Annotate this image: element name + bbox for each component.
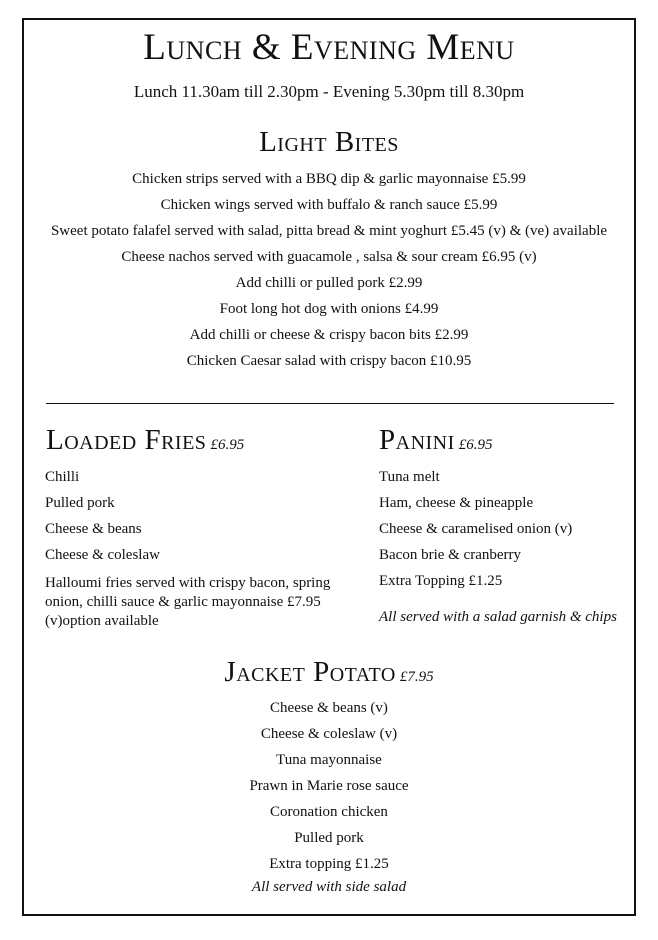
panini-title: Panini <box>379 424 455 456</box>
light-bites-item: Sweet potato falafel served with salad, pitta bread & mint yoghurt £5.45 (v) & (ve) available <box>50 223 608 239</box>
jacket-potato-note: All served with side salad <box>251 879 407 895</box>
jacket-potato-list <box>0 695 658 877</box>
light-bites-item: Chicken Caesar salad with crispy bacon £10.95 <box>186 353 472 369</box>
panini-list <box>379 464 639 594</box>
jacket-potato-title: Jacket Potato <box>224 656 396 688</box>
menu-title: Lunch & Evening Menu <box>143 27 515 68</box>
jacket-potato-item: Pulled pork <box>294 830 364 846</box>
loaded-fries-title: Loaded Fries <box>46 424 207 456</box>
panini-item: Ham, cheese & pineapple <box>379 495 534 511</box>
jacket-potato-item: Cheese & coleslaw (v) <box>260 726 398 742</box>
panini-item: Tuna melt <box>379 469 440 485</box>
loaded-fries-item: Cheese & coleslaw <box>45 547 160 563</box>
light-bites-item: Add chilli or pulled pork £2.99 <box>235 275 423 291</box>
jacket-potato-item: Prawn in Marie rose sauce <box>249 778 409 794</box>
loaded-fries-item: Cheese & beans <box>45 521 142 537</box>
jacket-potato-item: Tuna mayonnaise <box>276 752 382 768</box>
light-bites-item: Chicken wings served with buffalo & ranch sauce £5.99 <box>160 197 498 213</box>
section-divider <box>46 403 614 404</box>
jacket-potato-item: Coronation chicken <box>270 804 388 820</box>
light-bites-item: Cheese nachos served with guacamole , salsa & sour cream £6.95 (v) <box>121 249 537 265</box>
loaded-fries-heading <box>46 424 244 457</box>
loaded-fries-item: Pulled pork <box>45 495 115 511</box>
light-bites-list <box>0 166 658 374</box>
light-bites-item: Chicken strips served with a BBQ dip & garlic mayonnaise £5.99 <box>132 171 526 187</box>
panini-item: Bacon brie & cranberry <box>379 547 522 563</box>
loaded-fries-item: Chilli <box>45 469 80 485</box>
light-bites-item: Foot long hot dog with onions £4.99 <box>219 301 439 317</box>
panini-item: Extra Topping £1.25 <box>379 573 503 589</box>
panini-item: Cheese & caramelised onion (v) <box>379 521 573 537</box>
opening-hours: Lunch 11.30am till 2.30pm - Evening 5.30pm till 8.30pm <box>133 82 525 101</box>
jacket-potato-item: Cheese & beans (v) <box>270 700 388 716</box>
light-bites-item: Add chilli or cheese & crispy bacon bits £2.99 <box>189 327 469 343</box>
loaded-fries-price: £6.95 <box>210 437 245 453</box>
jacket-potato-heading <box>0 656 658 689</box>
loaded-fries-list <box>45 464 345 631</box>
light-bites-heading <box>0 126 658 159</box>
light-bites-title: Light Bites <box>259 126 399 158</box>
jacket-potato-item: Extra topping £1.25 <box>269 856 389 872</box>
panini-note: All served with a salad garnish & chips <box>379 609 617 625</box>
panini-price: £6.95 <box>458 437 493 453</box>
jacket-potato-price: £7.95 <box>399 669 434 685</box>
loaded-fries-item: Halloumi fries served with crispy bacon, spring onion, chilli sauce & garlic mayonnaise £7.95 (v)option available <box>45 575 331 629</box>
panini-heading <box>379 424 493 457</box>
